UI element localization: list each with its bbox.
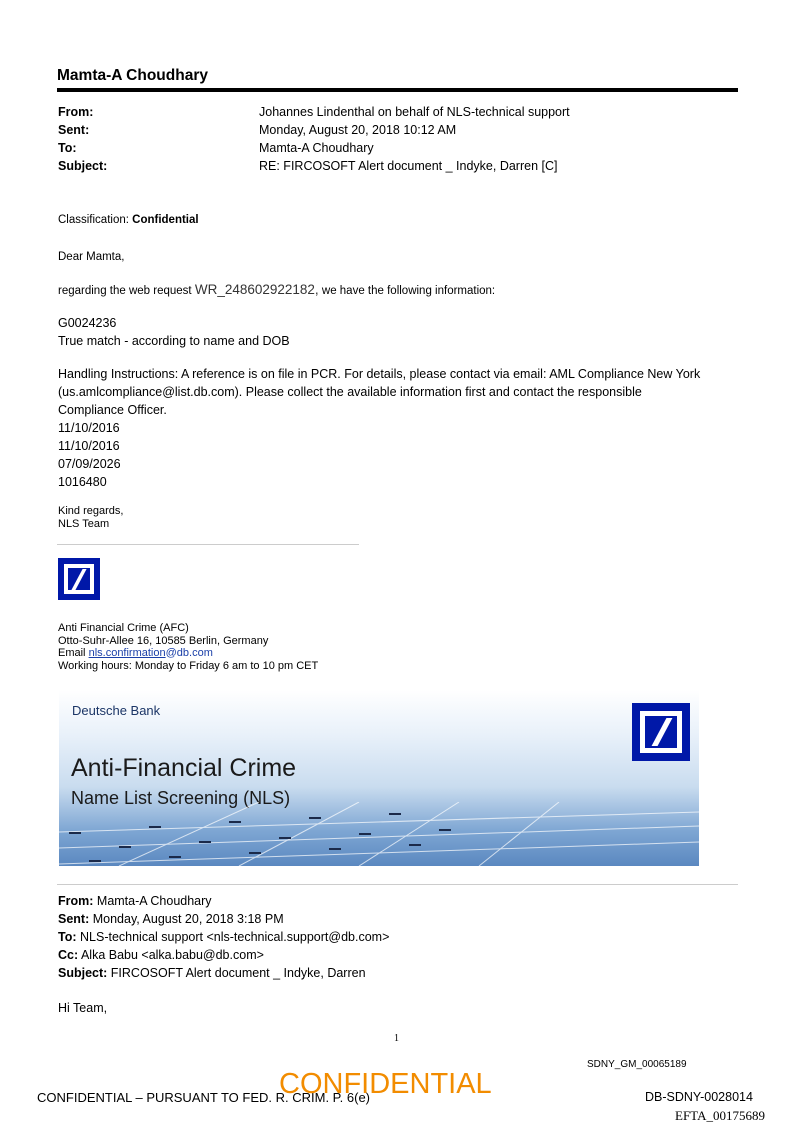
match-block [58,314,290,350]
original-message-rule [57,884,738,885]
sender-name: Mamta-A Choudhary [57,67,208,84]
banner-logo-icon [632,703,690,761]
subject-value: RE: FIRCOSOFT Alert document _ Indyke, Darren [C] [259,159,558,173]
email-link[interactable]: nls.confirmation [88,647,166,659]
efta-number: EFTA_00175689 [675,1108,765,1123]
orig-sent-line: Sent: Monday, August 20, 2018 3:18 PM [58,912,284,926]
confidential-stamp: CONFIDENTIAL [279,1068,492,1100]
signature-rule [57,544,359,545]
handling-line: Handling Instructions: A reference is on file in PCR. For details, please contact via email: AML Compliance New York [58,367,701,381]
handling-block [58,365,700,491]
intro-suffix: we have the following information: [321,285,496,297]
web-request-id: WR_248602922182, [194,282,319,297]
greeting: Dear Mamta, [58,251,125,263]
signature-block [58,622,318,672]
data-line: 11/10/2016 [58,421,120,435]
banner-title: Anti-Financial Crime [71,754,297,782]
bates-bottom: DB-SDNY-0028014 [645,1090,753,1104]
handling-line: Compliance Officer. [58,403,167,417]
banner-grid-graphic [59,802,699,866]
orig-to-line: To: NLS-technical support <nls-technical.support@db.com> [58,930,390,944]
email-label: Email [58,647,86,659]
data-line: 1016480 [58,475,107,489]
afc-banner [59,690,699,866]
subject-label: Subject: [58,159,108,173]
signature-dept: Anti Financial Crime (AFC) [58,622,189,634]
closing: Kind regards, [58,505,124,517]
email-domain: @db.com [165,647,213,659]
match-id: G0024236 [58,316,117,330]
sent-label: Sent: [58,123,90,137]
banner-bank-name: Deutsche Bank [72,703,161,718]
handling-line: (us.amlcompliance@list.db.com). Please collect the available information first and contact the responsible [58,385,642,399]
page-number: 1 [394,1033,399,1044]
team-name: NLS Team [58,517,110,530]
from-label: From: [58,105,94,119]
from-value: Johannes Lindenthal on behalf of NLS-technical support [259,105,570,119]
signature-address: Otto-Suhr-Allee 16, 10585 Berlin, Germany [58,634,269,647]
orig-cc-line: Cc: Alka Babu <alka.babu@db.com> [58,948,264,962]
intro-prefix: regarding the web request [58,285,192,297]
bates-top: SDNY_GM_00065189 [587,1059,687,1070]
header-rule [57,88,738,92]
to-label: To: [58,141,77,155]
closing-block [58,505,123,530]
data-line: 11/10/2016 [58,439,120,453]
confidential-notice: CONFIDENTIAL – PURSUANT TO FED. R. CRIM. P. 6(e) [37,1090,371,1105]
classification-label: Classification: [58,214,129,226]
to-value: Mamta-A Choudhary [259,141,374,155]
intro-line [58,282,495,297]
classification-value: Confidential [132,214,199,226]
original-header [58,892,389,982]
deutsche-bank-logo-icon [58,558,100,600]
orig-subject-line: Subject: FIRCOSOFT Alert document _ Indyke, Darren [58,966,366,980]
classification-line [58,214,199,226]
signature-email [58,647,318,660]
orig-from-line: From: Mamta-A Choudhary [58,894,212,908]
banner-subtitle: Name List Screening (NLS) [71,788,291,808]
data-line: 07/09/2026 [58,457,121,471]
signature-hours: Working hours: Monday to Friday 6 am to 10 pm CET [58,659,319,672]
sent-value: Monday, August 20, 2018 10:12 AM [259,123,457,137]
orig-greeting: Hi Team, [58,1001,108,1015]
match-text: True match - according to name and DOB [58,334,290,348]
